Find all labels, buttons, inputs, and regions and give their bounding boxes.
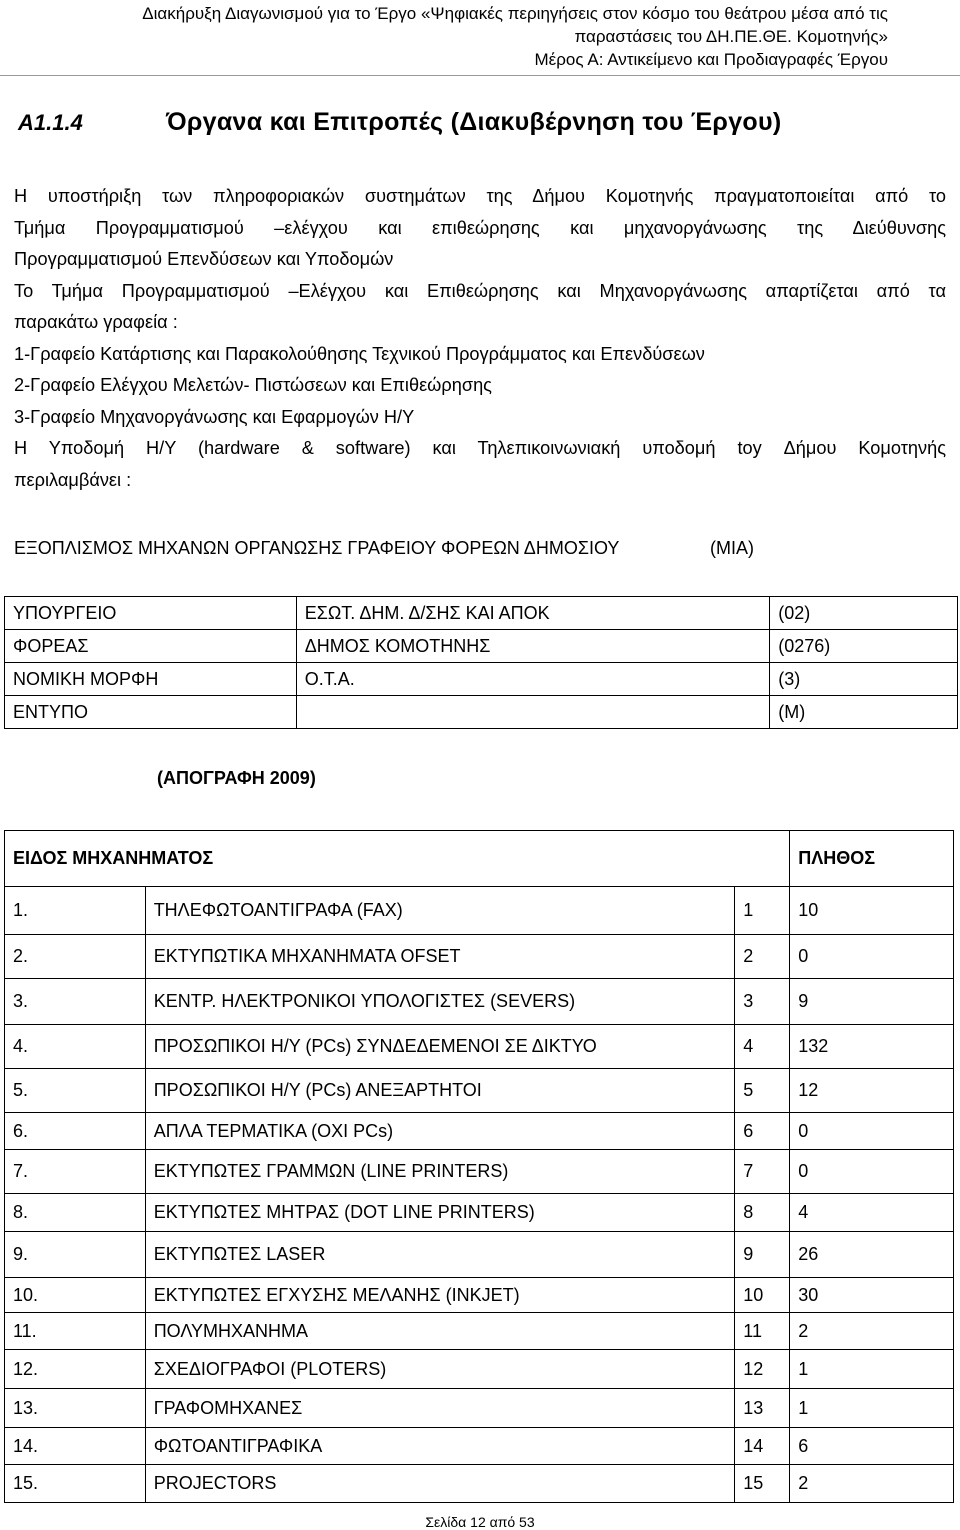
- header-divider: [0, 75, 960, 76]
- paragraph-line: Τμήμα Προγραμματισμού –ελέγχου και επιθεώρησης και μηχανοργάνωσης της Διεύθυνσης: [14, 217, 946, 238]
- row-index: 10: [735, 1278, 790, 1313]
- paragraph-line: παρακάτω γραφεία :: [14, 312, 178, 332]
- row-quantity: 1: [790, 1350, 954, 1389]
- info-code: (0276): [770, 630, 958, 663]
- table-row: [5, 1069, 954, 1113]
- row-quantity: 2: [790, 1465, 954, 1503]
- row-description: ΕΚΤΥΠΩΤΕΣ LASER: [145, 1232, 735, 1278]
- row-quantity: 9: [790, 979, 954, 1025]
- row-quantity: 10: [790, 887, 954, 935]
- office-item: 1-Γραφείο Κατάρτισης και Παρακολούθησης Τεχνικού Προγράμματος και Επενδύσεων: [14, 343, 705, 364]
- row-index: 11: [735, 1313, 790, 1350]
- row-index: 2: [735, 935, 790, 979]
- row-number: 12.: [5, 1350, 146, 1389]
- row-quantity: 30: [790, 1278, 954, 1313]
- row-number: 6.: [5, 1113, 146, 1150]
- row-number: 9.: [5, 1232, 146, 1278]
- row-description: PROJECTORS: [145, 1465, 735, 1503]
- row-index: 3: [735, 979, 790, 1025]
- row-description: ΠΡΟΣΩΠΙΚΟΙ Η/Υ (PCs) ΣΥΝΔΕΔΕΜΕΝΟΙ ΣΕ ΔΙΚΤΥΟ: [145, 1025, 735, 1069]
- paragraph-line: Προγραμματισμού Επενδύσεων και Υποδομών: [14, 249, 394, 269]
- row-quantity: 12: [790, 1069, 954, 1113]
- table-row: [5, 979, 954, 1025]
- info-label: ΕΝΤΥΠΟ: [5, 696, 297, 729]
- info-code: (3): [770, 663, 958, 696]
- table-row: [5, 1194, 954, 1232]
- table-row: [5, 1025, 954, 1069]
- column-header-qty: ΠΛΗΘΟΣ: [790, 831, 954, 887]
- header-line-2: παραστάσεις του ΔΗ.ΠΕ.ΘΕ. Κομοτηνής»: [574, 27, 888, 46]
- row-index: 15: [735, 1465, 790, 1503]
- section-heading: [18, 108, 948, 142]
- table-row: [5, 1465, 954, 1503]
- row-description: ΚΕΝΤΡ. ΗΛΕΚΤΡΟΝΙΚΟΙ ΥΠΟΛΟΓΙΣΤΕΣ (SEVERS): [145, 979, 735, 1025]
- info-label: ΥΠΟΥΡΓΕΙΟ: [5, 597, 297, 630]
- row-quantity: 132: [790, 1025, 954, 1069]
- intro-paragraph: [14, 181, 946, 496]
- row-index: 6: [735, 1113, 790, 1150]
- info-value: [296, 696, 770, 729]
- section-number: Α1.1.4: [18, 110, 83, 135]
- row-description: ΑΠΛΑ ΤΕΡΜΑΤΙΚΑ (ΟΧΙ PCs): [145, 1113, 735, 1150]
- row-description: ΣΧΕΔΙΟΓΡΑΦΟΙ (PLOTERS): [145, 1350, 735, 1389]
- mia-heading: [14, 538, 754, 559]
- table-row: [5, 1350, 954, 1389]
- row-number: 7.: [5, 1150, 146, 1194]
- row-index: 4: [735, 1025, 790, 1069]
- paragraph-line: περιλαμβάνει :: [14, 469, 132, 490]
- row-number: 4.: [5, 1025, 146, 1069]
- table-header-row: [5, 831, 954, 887]
- row-description: ΕΚΤΥΠΩΤΕΣ ΕΓΧΥΣΗΣ ΜΕΛΑΝΗΣ (INKJET): [145, 1278, 735, 1313]
- info-value: Ο.Τ.Α.: [296, 663, 770, 696]
- row-quantity: 0: [790, 1150, 954, 1194]
- row-index: 12: [735, 1350, 790, 1389]
- row-description: ΠΡΟΣΩΠΙΚΟΙ Η/Υ (PCs) ΑΝΕΞΑΡΤΗΤΟΙ: [145, 1069, 735, 1113]
- table-row: [5, 663, 958, 696]
- info-label: ΦΟΡΕΑΣ: [5, 630, 297, 663]
- row-quantity: 2: [790, 1313, 954, 1350]
- row-number: 11.: [5, 1313, 146, 1350]
- header-line-1: Διακήρυξη Διαγωνισμού για το Έργο «Ψηφιακές περιηγήσεις στον κόσμο του θεάτρου μέσα από τις: [142, 4, 888, 23]
- section-title: Όργανα και Επιτροπές (Διακυβέρνηση του Έργου): [166, 108, 782, 136]
- table-row: [5, 1150, 954, 1194]
- header-line-3: Μέρος Α: Αντικείμενο και Προδιαγραφές Έργου: [534, 50, 888, 69]
- table-row: [5, 597, 958, 630]
- info-value: ΔΗΜΟΣ ΚΟΜΟΤΗΝΗΣ: [296, 630, 770, 663]
- table-row: [5, 1113, 954, 1150]
- row-number: 15.: [5, 1465, 146, 1503]
- row-number: 14.: [5, 1428, 146, 1465]
- row-index: 7: [735, 1150, 790, 1194]
- office-item: 3-Γραφείο Μηχανοργάνωσης και Εφαρμογών Η/Υ: [14, 406, 415, 427]
- row-quantity: 0: [790, 1113, 954, 1150]
- row-index: 13: [735, 1389, 790, 1428]
- info-code: (02): [770, 597, 958, 630]
- office-item: 2-Γραφείο Ελέγχου Μελετών- Πιστώσεων και Επιθεώρησης: [14, 375, 492, 395]
- row-number: 2.: [5, 935, 146, 979]
- info-code: (Μ): [770, 696, 958, 729]
- row-quantity: 4: [790, 1194, 954, 1232]
- info-value: ΕΣΩΤ. ΔΗΜ. Δ/ΣΗΣ ΚΑΙ ΑΠΟΚ: [296, 597, 770, 630]
- row-description: ΦΩΤΟΑΝΤΙΓΡΑΦΙΚΑ: [145, 1428, 735, 1465]
- table-row: [5, 935, 954, 979]
- row-number: 1.: [5, 887, 146, 935]
- row-description: ΤΗΛΕΦΩΤΟΑΝΤΙΓΡΑΦΑ (FAX): [145, 887, 735, 935]
- paragraph-line: Η Υποδομή Η/Υ (hardware & software) και Τηλεπικοινωνιακή υποδομή toy Δήμου Κομοτηνής: [14, 438, 946, 458]
- row-description: ΕΚΤΥΠΩΤΕΣ ΜΗΤΡΑΣ (DOT LINE PRINTERS): [145, 1194, 735, 1232]
- census-title: (ΑΠΟΓΡΑΦΗ 2009): [157, 768, 316, 788]
- row-quantity: 1: [790, 1389, 954, 1428]
- row-index: 14: [735, 1428, 790, 1465]
- row-description: ΕΚΤΥΠΩΤΙΚΑ ΜΗΧΑΝΗΜΑΤΑ OFSET: [145, 935, 735, 979]
- info-label: ΝΟΜΙΚΗ ΜΟΡΦΗ: [5, 663, 297, 696]
- row-index: 5: [735, 1069, 790, 1113]
- equipment-table: [4, 830, 954, 1503]
- table-row: [5, 1278, 954, 1313]
- paragraph-line: Η υποστήριξη των πληροφοριακών συστημάτων της Δήμου Κομοτηνής πραγματοποιείται από το: [14, 186, 946, 206]
- mia-label: ΕΞΟΠΛΙΣΜΟΣ ΜΗΧΑΝΩΝ ΟΡΓΑΝΩΣΗΣ ΓΡΑΦΕΙΟΥ ΦΟΡΕΩΝ ΔΗΜΟΣΙΟΥ: [14, 538, 620, 558]
- row-number: 13.: [5, 1389, 146, 1428]
- table-row: [5, 1428, 954, 1465]
- row-index: 1: [735, 887, 790, 935]
- row-number: 5.: [5, 1069, 146, 1113]
- row-description: ΠΟΛΥΜΗΧΑΝΗΜΑ: [145, 1313, 735, 1350]
- row-number: 8.: [5, 1194, 146, 1232]
- column-header-type: ΕΙΔΟΣ ΜΗΧΑΝΗΜΑΤΟΣ: [5, 831, 790, 887]
- row-index: 9: [735, 1232, 790, 1278]
- row-number: 10.: [5, 1278, 146, 1313]
- table-row: [5, 1313, 954, 1350]
- row-description: ΕΚΤΥΠΩΤΕΣ ΓΡΑΜΜΩΝ (LINE PRINTERS): [145, 1150, 735, 1194]
- table-row: [5, 887, 954, 935]
- table-row: [5, 1232, 954, 1278]
- page-header: [0, 0, 960, 76]
- table-row: [5, 696, 958, 729]
- row-quantity: 26: [790, 1232, 954, 1278]
- row-index: 8: [735, 1194, 790, 1232]
- table-row: [5, 630, 958, 663]
- mia-code: (ΜΙΑ): [710, 538, 754, 558]
- info-table: [4, 596, 958, 729]
- paragraph-line: Το Τμήμα Προγραμματισμού –Ελέγχου και Επιθεώρησης και Μηχανοργάνωσης απαρτίζεται από τα: [14, 280, 946, 301]
- page-footer: Σελίδα 12 από 53: [425, 1514, 535, 1530]
- row-number: 3.: [5, 979, 146, 1025]
- table-row: [5, 1389, 954, 1428]
- row-quantity: 6: [790, 1428, 954, 1465]
- row-description: ΓΡΑΦΟΜΗΧΑΝΕΣ: [145, 1389, 735, 1428]
- row-quantity: 0: [790, 935, 954, 979]
